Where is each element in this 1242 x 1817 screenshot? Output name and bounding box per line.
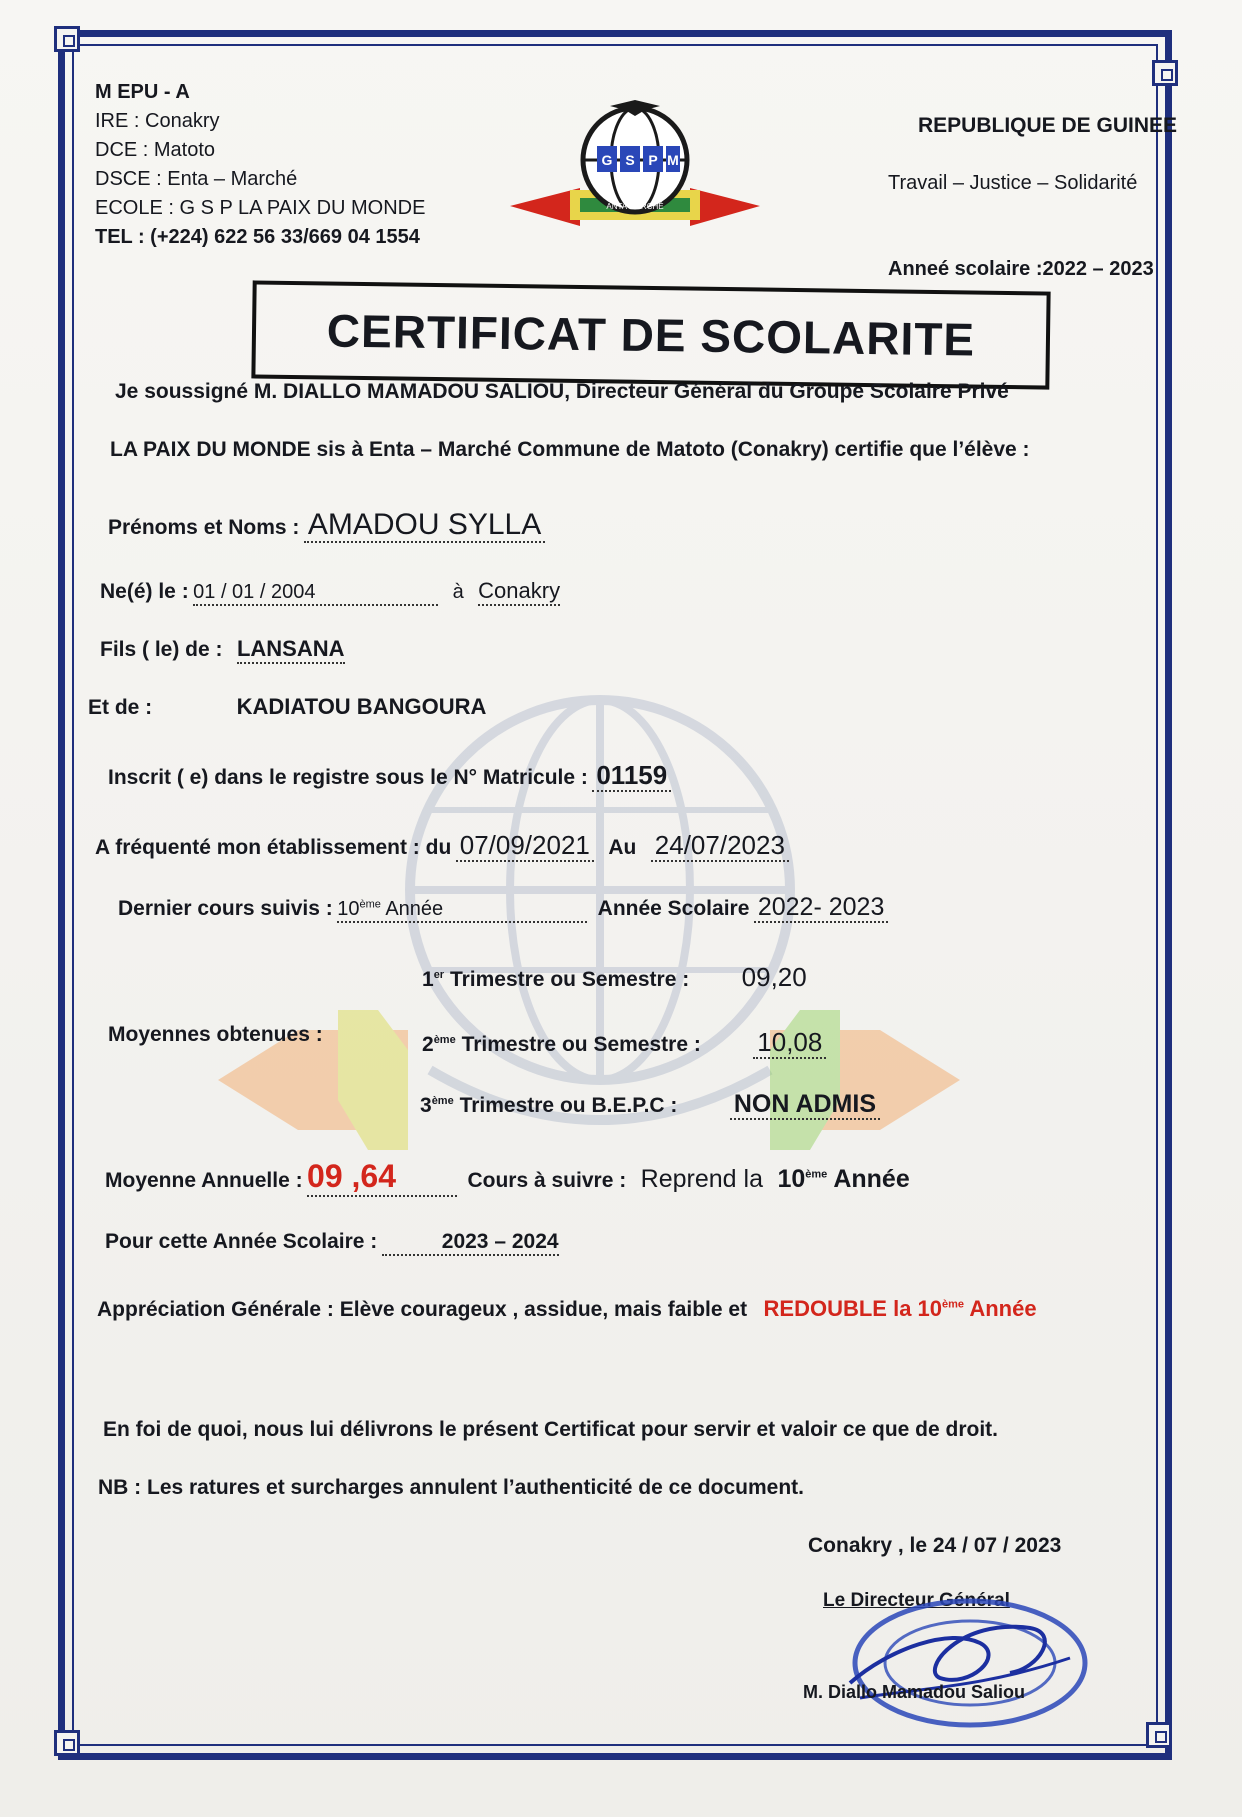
intro-line-1: Je soussigné M. DIALLO MAMADOU SALIOU, Directeur Général du Groupe Scolaire Privé <box>115 380 1009 403</box>
logo-band-text: ANTA MARCHÉ <box>606 202 664 211</box>
t3-label: 3ème Trimestre ou B.E.P.C : <box>420 1094 678 1117</box>
cours-row <box>118 893 888 923</box>
pour-annee-row <box>105 1230 559 1256</box>
devise-label: Travail – Justice – Solidarité <box>888 172 1138 194</box>
matricule-row <box>108 760 671 791</box>
trimestre-3-row <box>420 1090 880 1119</box>
document-title: CERTIFICAT DE SCOLARITE <box>326 304 976 366</box>
pour-annee-label: Pour cette Année Scolaire : <box>105 1230 378 1253</box>
t1-value: 09,20 <box>741 962 807 992</box>
corner-ornament <box>54 26 80 52</box>
annuelle-label: Moyenne Annuelle : <box>105 1169 303 1192</box>
trimestre-1-row <box>422 962 807 993</box>
etde-value: KADIATOU BANGOURA <box>236 694 487 719</box>
corner-ornament <box>1152 60 1178 86</box>
redouble-text: REDOUBLE la 10ème Année <box>763 1296 1037 1321</box>
corner-ornament <box>54 1730 80 1756</box>
ne-a-label: à <box>452 581 464 603</box>
noms-label: Prénoms et Noms : <box>108 516 300 539</box>
ministry-label: M EPU - A <box>95 81 190 103</box>
fils-label: Fils ( le) de : <box>100 638 223 661</box>
ecole-label: ECOLE : G S P LA PAIX DU MONDE <box>95 197 426 219</box>
ne-label: Ne(é) le : <box>100 580 189 603</box>
date-lieu: Conakry , le 24 / 07 / 2023 <box>808 1534 1062 1557</box>
header-left-block <box>95 78 425 252</box>
title-box <box>251 280 1050 389</box>
t1-label: 1er Trimestre ou Semestre : <box>422 968 690 991</box>
t2-value: 10,08 <box>753 1027 826 1059</box>
appreciation-row <box>97 1296 1037 1322</box>
nb-text: NB : Les ratures et surcharges annulent l’authenticité de ce document. <box>98 1476 805 1499</box>
cours-value: 10ème Année <box>337 898 587 923</box>
moyenne-annuelle-row <box>105 1158 910 1197</box>
intro-line-2: LA PAIX DU MONDE sis à Enta – Marché Commune de Matoto (Conakry) certifie que l’élève : <box>110 438 1030 461</box>
ire-label: IRE : Conakry <box>95 110 220 132</box>
annuelle-value: 09 ,64 <box>307 1158 457 1197</box>
directeur-label: Le Directeur Général <box>823 1590 1010 1611</box>
cours-suivre-label: Cours à suivre : <box>467 1169 627 1192</box>
freq-du-value: 07/09/2021 <box>456 830 594 862</box>
official-stamp-icon <box>830 1588 1090 1738</box>
t3-value: NON ADMIS <box>730 1090 880 1120</box>
fils-row <box>100 636 345 664</box>
dce-label: DCE : Matoto <box>95 139 216 161</box>
matricule-value: 01159 <box>592 760 671 792</box>
etde-label: Et de : <box>88 696 153 719</box>
reprend-label: Reprend la <box>640 1165 763 1193</box>
frequentation-row <box>95 830 789 861</box>
freq-au-value: 24/07/2023 <box>651 830 789 862</box>
t2-label: 2ème Trimestre ou Semestre : <box>422 1033 701 1056</box>
school-logo-icon <box>510 98 760 228</box>
mere-row <box>88 694 486 720</box>
logo-letter: M <box>667 152 679 168</box>
logo-letter: S <box>625 152 635 168</box>
moyennes-label: Moyennes obtenues : <box>108 1023 323 1046</box>
signataire-name: M. Diallo Mamadou Saliou <box>803 1682 1026 1702</box>
freq-label: A fréquenté mon établissement : du <box>95 836 452 859</box>
corner-ornament <box>1146 1722 1172 1748</box>
tel-label: TEL : (+224) 622 56 33/669 04 1554 <box>95 226 420 248</box>
cours-annee-label: Année Scolaire <box>597 897 750 920</box>
logo-letter: G <box>601 152 613 168</box>
reprend-annee: 10ème Année <box>777 1165 910 1193</box>
noms-value: AMADOU SYLLA <box>304 508 545 543</box>
pour-annee-value: 2023 – 2024 <box>382 1230 559 1256</box>
trimestre-2-row <box>422 1027 826 1058</box>
cours-label: Dernier cours suivis : <box>118 897 333 920</box>
matricule-label: Inscrit ( e) dans le registre sous le N° Matricule : <box>108 766 588 789</box>
en-foi-text: En foi de quoi, nous lui délivrons le présent Certificat pour servir et valoir ce que de droit. <box>103 1418 999 1441</box>
naissance-row <box>100 578 560 606</box>
ne-date-value: 01 / 01 / 2004 <box>193 581 438 606</box>
appreciation-label: Appréciation Générale : Elève courageux , assidue, mais faible et <box>97 1298 748 1321</box>
fils-value: LANSANA <box>237 636 345 664</box>
annee-scolaire-label: Anneé scolaire :2022 – 2023 <box>888 258 1154 280</box>
noms-row <box>108 508 545 542</box>
freq-au-label: Au <box>608 836 637 859</box>
dsce-label: DSCE : Enta – Marché <box>95 168 298 190</box>
cours-annee-value: 2022- 2023 <box>754 893 889 923</box>
republique-label: REPUBLIQUE DE GUINEE <box>918 114 1178 137</box>
logo-letter: P <box>648 152 658 168</box>
ne-lieu-value: Conakry <box>478 578 560 606</box>
